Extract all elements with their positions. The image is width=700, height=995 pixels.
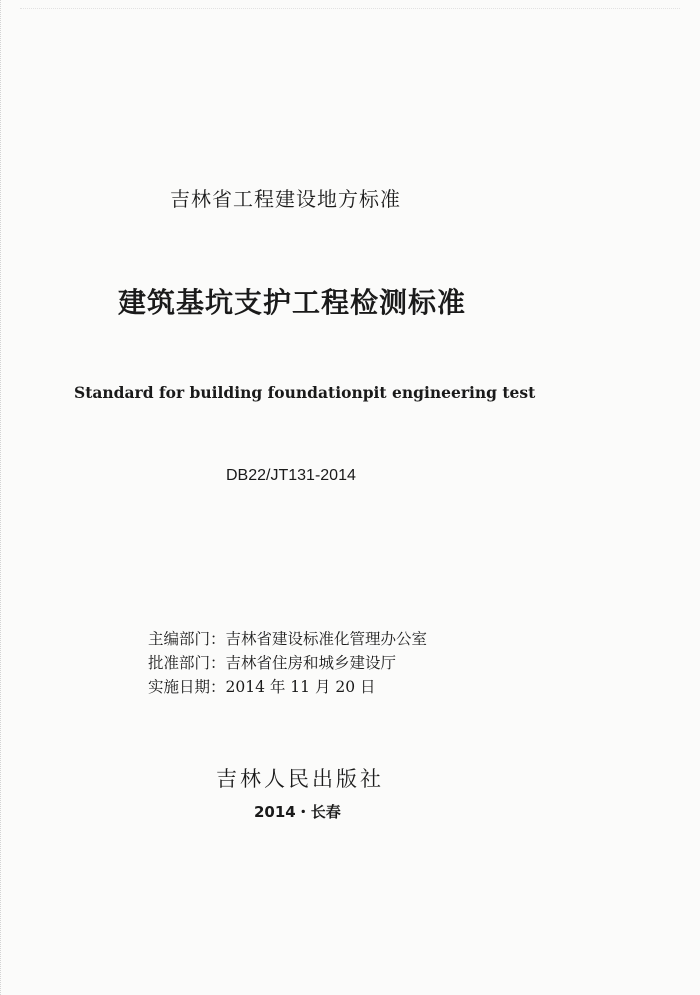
publisher-name: 吉林人民出版社	[216, 767, 384, 791]
scan-edge-artifact	[0, 0, 7, 995]
standard-code: DB22/JT131-2014	[226, 467, 356, 484]
implementation-date: 实施日期：2014 年 11 月 20 日	[148, 678, 376, 696]
standard-series: 吉林省工程建设地方标准	[170, 187, 401, 211]
document-title-chinese: 建筑基坑支护工程检测标准	[118, 286, 467, 319]
editing-department: 主编部门：吉林省建设标准化管理办公室	[148, 630, 428, 648]
publish-year-place: 2014・长春	[254, 803, 341, 821]
scan-top-artifact	[20, 8, 680, 10]
approving-department: 批准部门：吉林省住房和城乡建设厅	[148, 654, 397, 672]
document-title-english: Standard for building foundationpit engineering test	[74, 383, 536, 402]
